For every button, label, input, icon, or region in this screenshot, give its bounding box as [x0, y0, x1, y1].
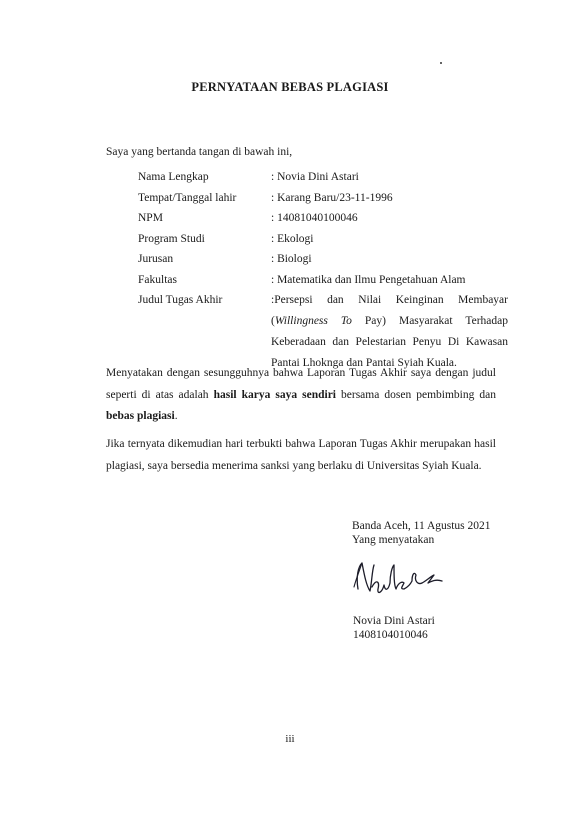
identity-row-department	[138, 249, 508, 270]
thesis-title-italic: Willingness To	[274, 315, 352, 327]
identity-label: Judul Tugas Akhir	[138, 294, 223, 306]
identity-value: : Karang Baru/23-11-1996	[271, 191, 393, 204]
identity-label: Fakultas	[138, 273, 177, 286]
identity-label: NPM	[138, 212, 163, 224]
identity-value: : 14081040100046	[271, 212, 358, 224]
identity-row-name	[138, 167, 508, 188]
identity-row-program	[138, 229, 508, 250]
statement-text: .	[174, 410, 178, 422]
statement-bold-plagiarism-free: bebas plagiasi	[106, 410, 175, 422]
identity-label: Nama Lengkap	[138, 171, 209, 183]
identity-value: : Ekologi	[271, 232, 314, 245]
statement-bold-own-work: hasil karya saya sendiri	[213, 388, 336, 401]
signer-npm: 1408104010046	[353, 629, 428, 641]
signer-name: Novia Dini Astari	[353, 615, 435, 627]
statement-paragraph	[106, 363, 496, 428]
identity-value: : Biologi	[271, 253, 312, 265]
thesis-title-text-end: Pay) Masyarakat Terhadap Keberadaan dan Pelestarian Penyu Di Kawasan Pantai Lhoknga dan Pantai Syiah Kuala.	[271, 315, 508, 369]
page-title: PERNYATAAN BEBAS PLAGIASI	[191, 80, 389, 94]
identity-label: Tempat/Tanggal lahir	[138, 191, 237, 204]
place-date: Banda Aceh, 11 Agustus 2021	[352, 520, 491, 532]
declarant-label: Yang menyatakan	[352, 534, 435, 546]
identity-table	[138, 167, 508, 374]
place-date-block	[352, 519, 491, 547]
scan-speck	[440, 62, 442, 64]
identity-value: : Matematika dan Ilmu Pengetahuan Alam	[271, 273, 466, 286]
signer-block	[353, 614, 435, 642]
identity-row-faculty	[138, 270, 508, 291]
identity-value: : Novia Dini Astari	[271, 171, 359, 183]
sanction-paragraph: Jika ternyata dikemudian hari terbukti bahwa Laporan Tugas Akhir merupakan hasil plagiasi, saya bersedia menerima sanksi yang berlaku di Universitas Syiah Kuala.	[106, 438, 496, 472]
identity-row-thesis-title	[138, 290, 508, 374]
page-number: iii	[285, 733, 295, 745]
thesis-title-text: :Persepsi dan Nilai Keinginan Membayar (	[271, 294, 508, 327]
statement-text: bersama dosen pembimbing dan	[336, 388, 496, 401]
identity-row-birth	[138, 188, 508, 209]
handwritten-signature	[350, 557, 450, 603]
intro-text: Saya yang bertanda tangan di bawah ini,	[106, 146, 293, 158]
identity-row-npm	[138, 208, 508, 229]
thesis-title-value	[271, 290, 508, 374]
statement-text: Menyatakan dengan sesungguhnya bahwa Laporan Tugas Akhir saya dengan judul seperti di atas adalah	[106, 367, 496, 401]
identity-label: Program Studi	[138, 232, 205, 245]
identity-label: Jurusan	[138, 253, 174, 265]
